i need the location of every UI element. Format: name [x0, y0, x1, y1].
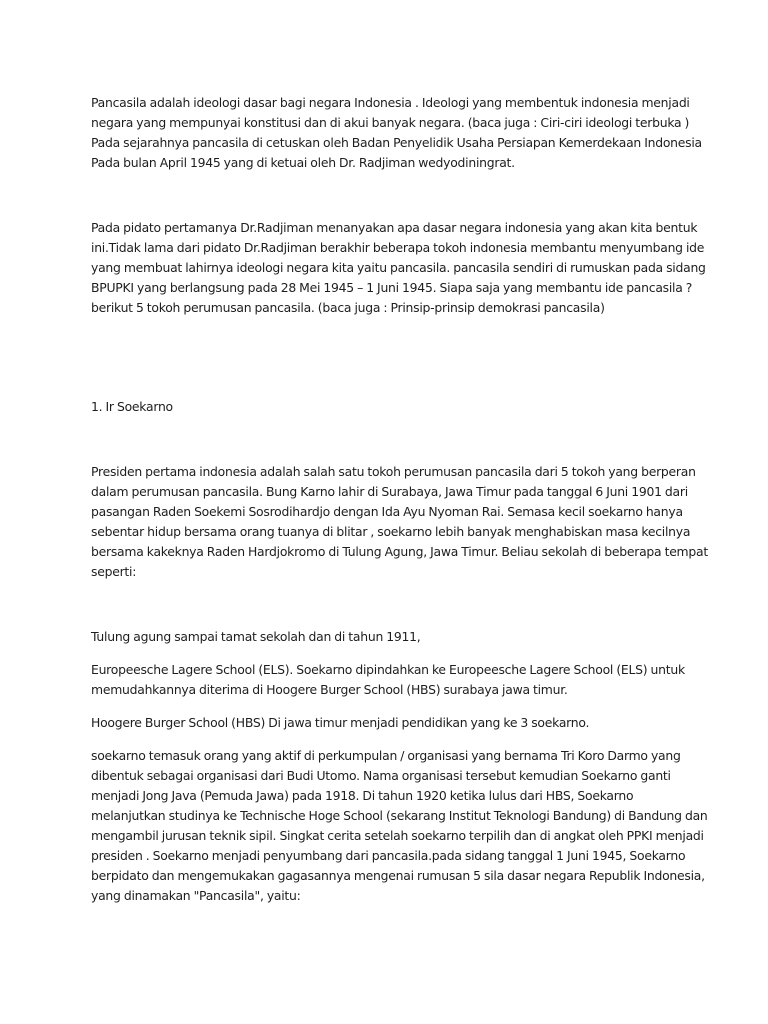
text-line: berpidato dan mengemukakan gagasannya mengenai rumusan 5 sila dasar negara Republik Indonesia, [91, 868, 705, 883]
text-line: mengambil jurusan teknik sipil. Singkat cerita setelah soekarno terpilih dan di angkat oleh PPKI menjadi [91, 828, 704, 843]
text-line: memudahkannya diterima di Hoogere Burger School (HBS) surabaya jawa timur. [91, 682, 568, 697]
paragraph-intro [91, 93, 702, 173]
text-line: Presiden pertama indonesia adalah salah satu tokoh perumusan pancasila dari 5 tokoh yang berperan [91, 464, 696, 479]
text-line: Pada sejarahnya pancasila di cetuskan oleh Badan Penyelidik Usaha Persiapan Kemerdekaan Indonesia [91, 135, 702, 150]
paragraph-pidato [91, 218, 706, 318]
text-line: Pada bulan April 1945 yang di ketuai oleh Dr. Radjiman wedyodiningrat. [91, 155, 515, 170]
text-line: presiden . Soekarno menjadi penyumbang dari pancasila.pada sidang tanggal 1 Juni 1945, Soekarno [91, 848, 686, 863]
paragraph-tulung-agung [91, 627, 681, 647]
paragraph-presiden [91, 462, 708, 582]
text-line: soekarno temasuk orang yang aktif di perkumpulan / organisasi yang bernama Tri Koro Darmo yang [91, 748, 681, 763]
text-line: ini.Tidak lama dari pidato Dr.Radjiman berakhir beberapa tokoh indonesia membantu menyumbang ide [91, 240, 705, 255]
paragraph-hbs [91, 713, 681, 733]
section-heading-soekarno [91, 397, 681, 417]
text-line: dalam perumusan pancasila. Bung Karno lahir di Surabaya, Jawa Timur pada tanggal 6 Juni 1901 dari [91, 484, 688, 499]
text-line: Pada pidato pertamanya Dr.Radjiman menanyakan apa dasar negara indonesia yang akan kita bentuk [91, 220, 698, 235]
text-line: Europeesche Lagere School (ELS). Soekarno dipindahkan ke Europeesche Lagere School (ELS) untuk [91, 662, 685, 677]
text-line: berikut 5 tokoh perumusan pancasila. (baca juga : Prinsip-prinsip demokrasi pancasila) [91, 300, 605, 315]
paragraph-els [91, 660, 685, 700]
text-line: dibentuk sebagai organisasi dari Budi Utomo. Nama organisasi tersebut kemudian Soekarno ganti [91, 768, 671, 783]
text-line: Pancasila adalah ideologi dasar bagi negara Indonesia . Ideologi yang membentuk indonesia menjadi [91, 95, 690, 110]
paragraph-organisasi [91, 746, 708, 906]
text-line: 1. Ir Soekarno [91, 399, 173, 414]
text-line: melanjutkan studinya ke Technische Hoge School (sekarang Institut Teknologi Bandung) di Bandung dan [91, 808, 708, 823]
text-line: Hoogere Burger School (HBS) Di jawa timur menjadi pendidikan yang ke 3 soekarno. [91, 715, 590, 730]
text-line: menjadi Jong Java (Pemuda Jawa) pada 1918. Di tahun 1920 ketika lulus dari HBS, Soekarno [91, 788, 634, 803]
text-line: Tulung agung sampai tamat sekolah dan di tahun 1911, [91, 629, 421, 644]
text-line: sebentar hidup bersama orang tuanya di blitar , soekarno lebih banyak menghabiskan masa kecilnya [91, 524, 691, 539]
text-line: BPUPKI yang berlangsung pada 28 Mei 1945 – 1 Juni 1945. Siapa saja yang membantu ide pancasila ? [91, 280, 693, 295]
text-line: bersama kakeknya Raden Hardjokromo di Tulung Agung, Jawa Timur. Beliau sekolah di beberapa tempat [91, 544, 708, 559]
text-line: seperti: [91, 564, 137, 579]
text-line: yang dinamakan "Pancasila", yaitu: [91, 888, 301, 903]
text-line: yang membuat lahirnya ideologi negara kita yaitu pancasila. pancasila sendiri di rumuskan pada sidang [91, 260, 706, 275]
text-line: pasangan Raden Soekemi Sosrodihardjo dengan Ida Ayu Nyoman Rai. Semasa kecil soekarno hanya [91, 504, 683, 519]
text-line: negara yang mempunyai konstitusi dan di akui banyak negara. (baca juga : Ciri-ciri ideologi terbuka ) [91, 115, 690, 130]
